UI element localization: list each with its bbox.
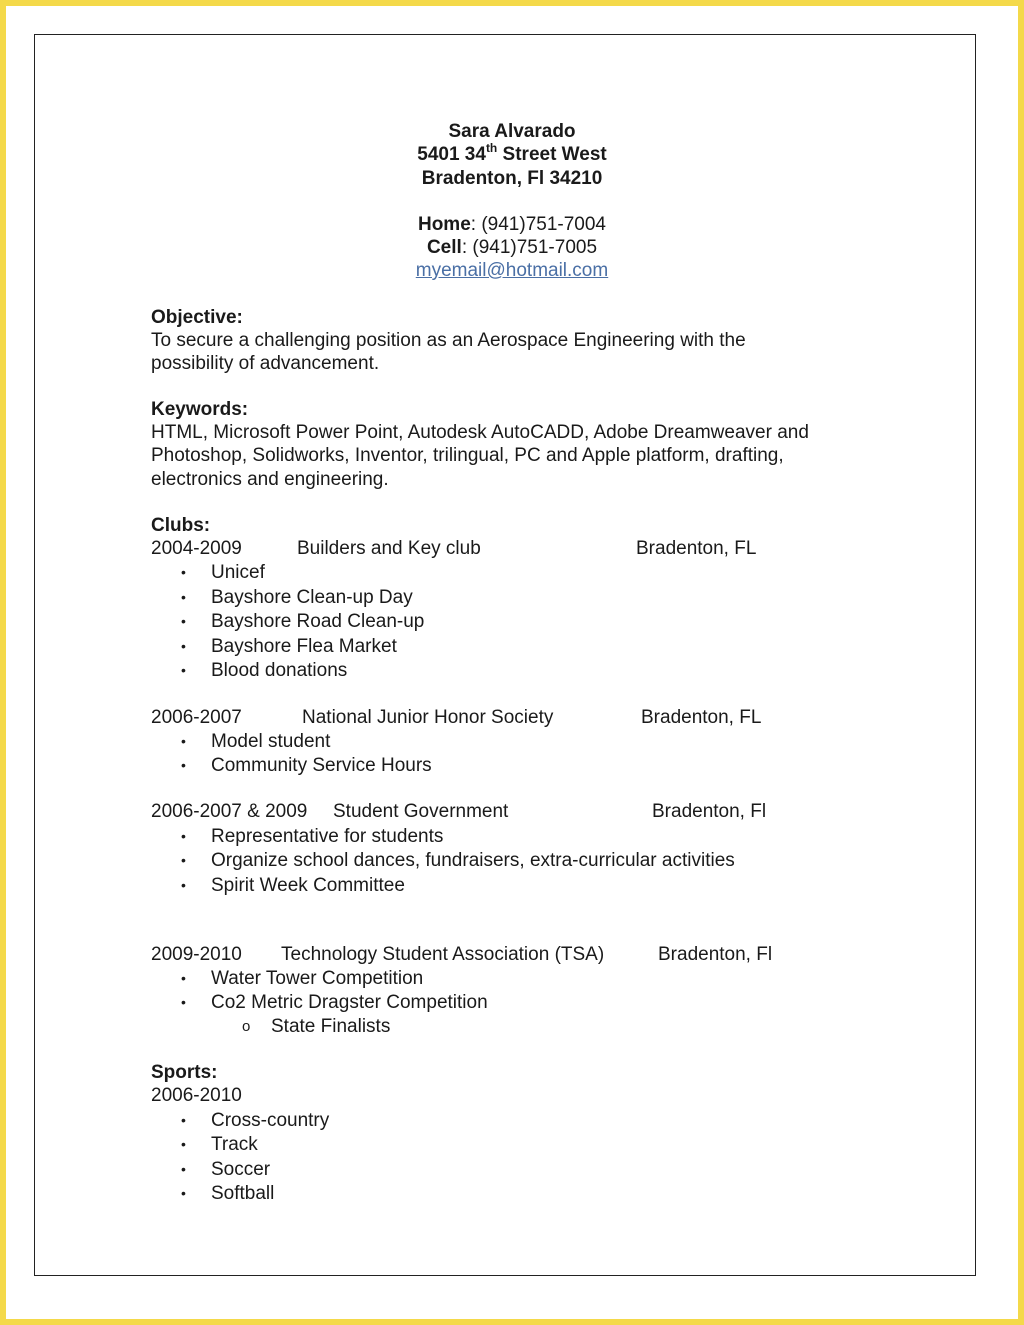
- club-subitem: State Finalists: [271, 1016, 391, 1037]
- club-location: Bradenton, FL: [641, 707, 762, 728]
- keywords-line-1: HTML, Microsoft Power Point, Autodesk AutoCADD, Adobe Dreamweaver and: [151, 422, 809, 443]
- city-line: Bradenton, Fl 34210: [421, 168, 603, 189]
- club-item: Model student: [211, 731, 331, 752]
- club-years: 2009-2010: [151, 944, 242, 965]
- club-item: Bayshore Flea Market: [211, 636, 397, 657]
- street-address: 5401 34th Street West: [417, 140, 607, 165]
- sport-item: Soccer: [211, 1159, 271, 1180]
- bullet-icon: •: [181, 877, 186, 893]
- keywords-line-2: Photoshop, Solidworks, Inventor, trilingual, PC and Apple platform, drafting,: [151, 445, 784, 466]
- sport-item: Cross-country: [211, 1110, 330, 1131]
- objective-heading: Objective:: [151, 307, 243, 328]
- club-location: Bradenton, FL: [636, 538, 757, 559]
- sports-years: 2006-2010: [151, 1085, 242, 1106]
- club-name: National Junior Honor Society: [302, 707, 554, 728]
- bullet-icon: •: [181, 970, 186, 986]
- objective-line-1: To secure a challenging position as an Aerospace Engineering with the: [151, 330, 746, 351]
- sub-bullet-icon: o: [242, 1018, 251, 1035]
- bullet-icon: •: [181, 1161, 186, 1177]
- club-years: 2006-2007: [151, 707, 242, 728]
- bullet-icon: •: [181, 733, 186, 749]
- bullet-icon: •: [181, 852, 186, 868]
- objective-line-2: possibility of advancement.: [151, 353, 380, 374]
- club-years: 2006-2007 & 2009: [151, 801, 308, 822]
- bullet-icon: •: [181, 613, 186, 629]
- bullet-icon: •: [181, 1112, 186, 1128]
- sport-item: Softball: [211, 1183, 275, 1204]
- bullet-icon: •: [181, 757, 186, 773]
- bullet-icon: •: [181, 1185, 186, 1201]
- keywords-heading: Keywords:: [151, 399, 249, 420]
- club-item: Bayshore Clean-up Day: [211, 587, 413, 608]
- club-item: Water Tower Competition: [211, 968, 424, 989]
- clubs-heading: Clubs:: [151, 515, 211, 536]
- club-years: 2004-2009: [151, 538, 242, 559]
- club-item: Co2 Metric Dragster Competition: [211, 992, 488, 1013]
- club-item: Unicef: [211, 562, 265, 583]
- club-item: Bayshore Road Clean-up: [211, 611, 425, 632]
- bullet-icon: •: [181, 589, 186, 605]
- bullet-icon: •: [181, 564, 186, 580]
- club-name: Technology Student Association (TSA): [281, 944, 605, 965]
- club-name: Builders and Key club: [297, 538, 481, 559]
- club-item: Blood donations: [211, 660, 348, 681]
- keywords-line-3: electronics and engineering.: [151, 469, 389, 490]
- sports-heading: Sports:: [151, 1062, 218, 1083]
- home-phone: Home: (941)751-7004: [417, 214, 606, 235]
- club-item: Spirit Week Committee: [211, 875, 405, 896]
- club-item: Community Service Hours: [211, 755, 432, 776]
- bullet-icon: •: [181, 638, 186, 654]
- club-name: Student Government: [333, 801, 509, 822]
- bullet-icon: •: [181, 828, 186, 844]
- email-link[interactable]: myemail@hotmail.com: [415, 260, 609, 281]
- cell-phone: Cell: (941)751-7005: [426, 237, 598, 258]
- club-location: Bradenton, Fl: [658, 944, 773, 965]
- sport-item: Track: [211, 1134, 258, 1155]
- applicant-name: Sara Alvarado: [448, 121, 576, 142]
- bullet-icon: •: [181, 994, 186, 1010]
- club-location: Bradenton, Fl: [652, 801, 767, 822]
- bullet-icon: •: [181, 1136, 186, 1152]
- club-item: Organize school dances, fundraisers, extra-curricular activities: [211, 850, 735, 871]
- email-line: [0, 259, 1024, 282]
- bullet-icon: •: [181, 662, 186, 678]
- club-item: Representative for students: [211, 826, 444, 847]
